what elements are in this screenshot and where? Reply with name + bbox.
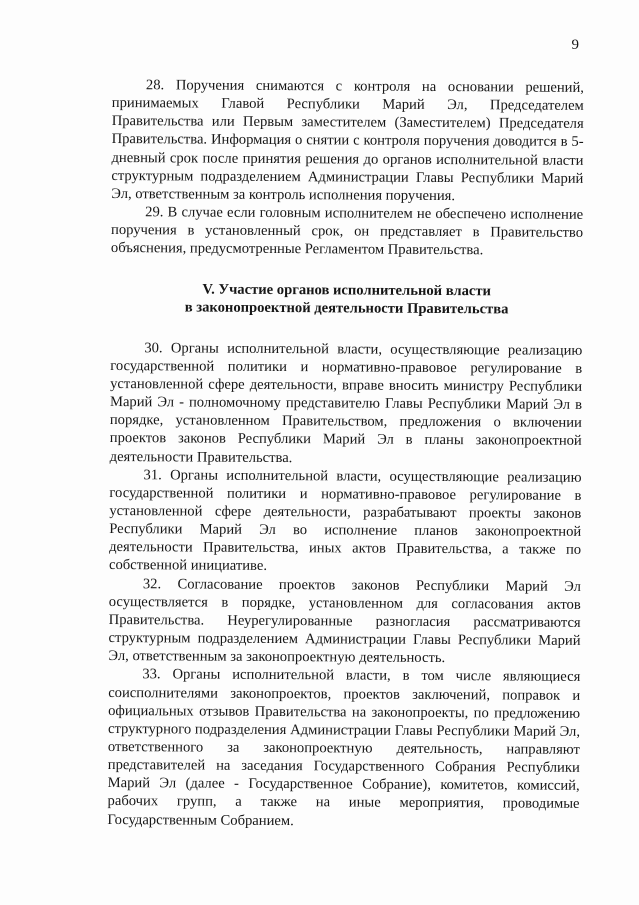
paragraph-31: 31. Органы исполнительной власти, осуществляющие реализацию государственной политики и нормативно-правовое регулирование в установленной сфере деятельности, разрабатывают проекты законов Республики Марий Эл во исполнение планов законопроектной деятельности Правительства, иных актов Правительства, а также по собственной инициативе. — [108, 466, 582, 575]
section-heading — [111, 280, 583, 320]
section-heading-line-1: V. Участие органов исполнительной власти — [202, 281, 492, 299]
paragraph-32: 32. Согласование проектов законов Республики Марий Эл осуществляется в порядке, установленном для согласования актов Правительства. Неурегулированные разногласия рассматриваются структурным подразделением Администрации Главы Республики Марий Эл, ответственным за законопроектную деятельность. — [108, 575, 581, 667]
paragraph-28: 28. Поручения снимаются с контроля на основании решений, принимаемых Главой Республики Марий Эл, Председателем Правительства или Первым заместителем (Заместителем) Председателя Правительства. Информация о снятии с контроля поручения доводится в 5-дневный срок после принятия решения до органов исполнительной власти структурным подразделением Администрации Главы Республики Марий Эл, ответственным за контроль исполнения поручения. — [111, 77, 584, 205]
paragraph-33: 33. Органы исполнительной власти, в том числе являющиеся соисполнителями законопроектов, проектов заключений, поправок и официальных отзывов Правительства на законопроекты, по предложению структурного подразделения Администрации Главы Республики Марий Эл, ответственного за законопроектную деятельность, направляют представителей на заседания Государственного Собрания Республики Марий Эл (далее - Государственное Собрание), комитетов, комиссий, рабочих групп, а также на иные мероприятия, проводимые Государственным Собранием. — [107, 666, 581, 829]
document-body — [107, 76, 584, 832]
page-number: 9 — [571, 37, 579, 53]
paragraph-30: 30. Органы исполнительной власти, осуществляющие реализацию государственной политики и нормативно-правовое регулирование в установленной сфере деятельности, вправе вносить министру Республики Марий Эл - полномочному представителю Главы Республики Марий Эл в порядке, установленном Правительством, предложения о включении проектов законов Республики Марий Эл в планы законопроектной деятельности Правительства. — [109, 339, 583, 466]
section-heading-line-2: в законопроектной деятельности Правительства — [184, 299, 509, 318]
paragraph-29: 29. В случае если головным исполнителем не обеспечено исполнение поручения в установленный срок, он представляет в Правительство объяснения, предусмотренные Регламентом Правительства. — [110, 204, 584, 259]
